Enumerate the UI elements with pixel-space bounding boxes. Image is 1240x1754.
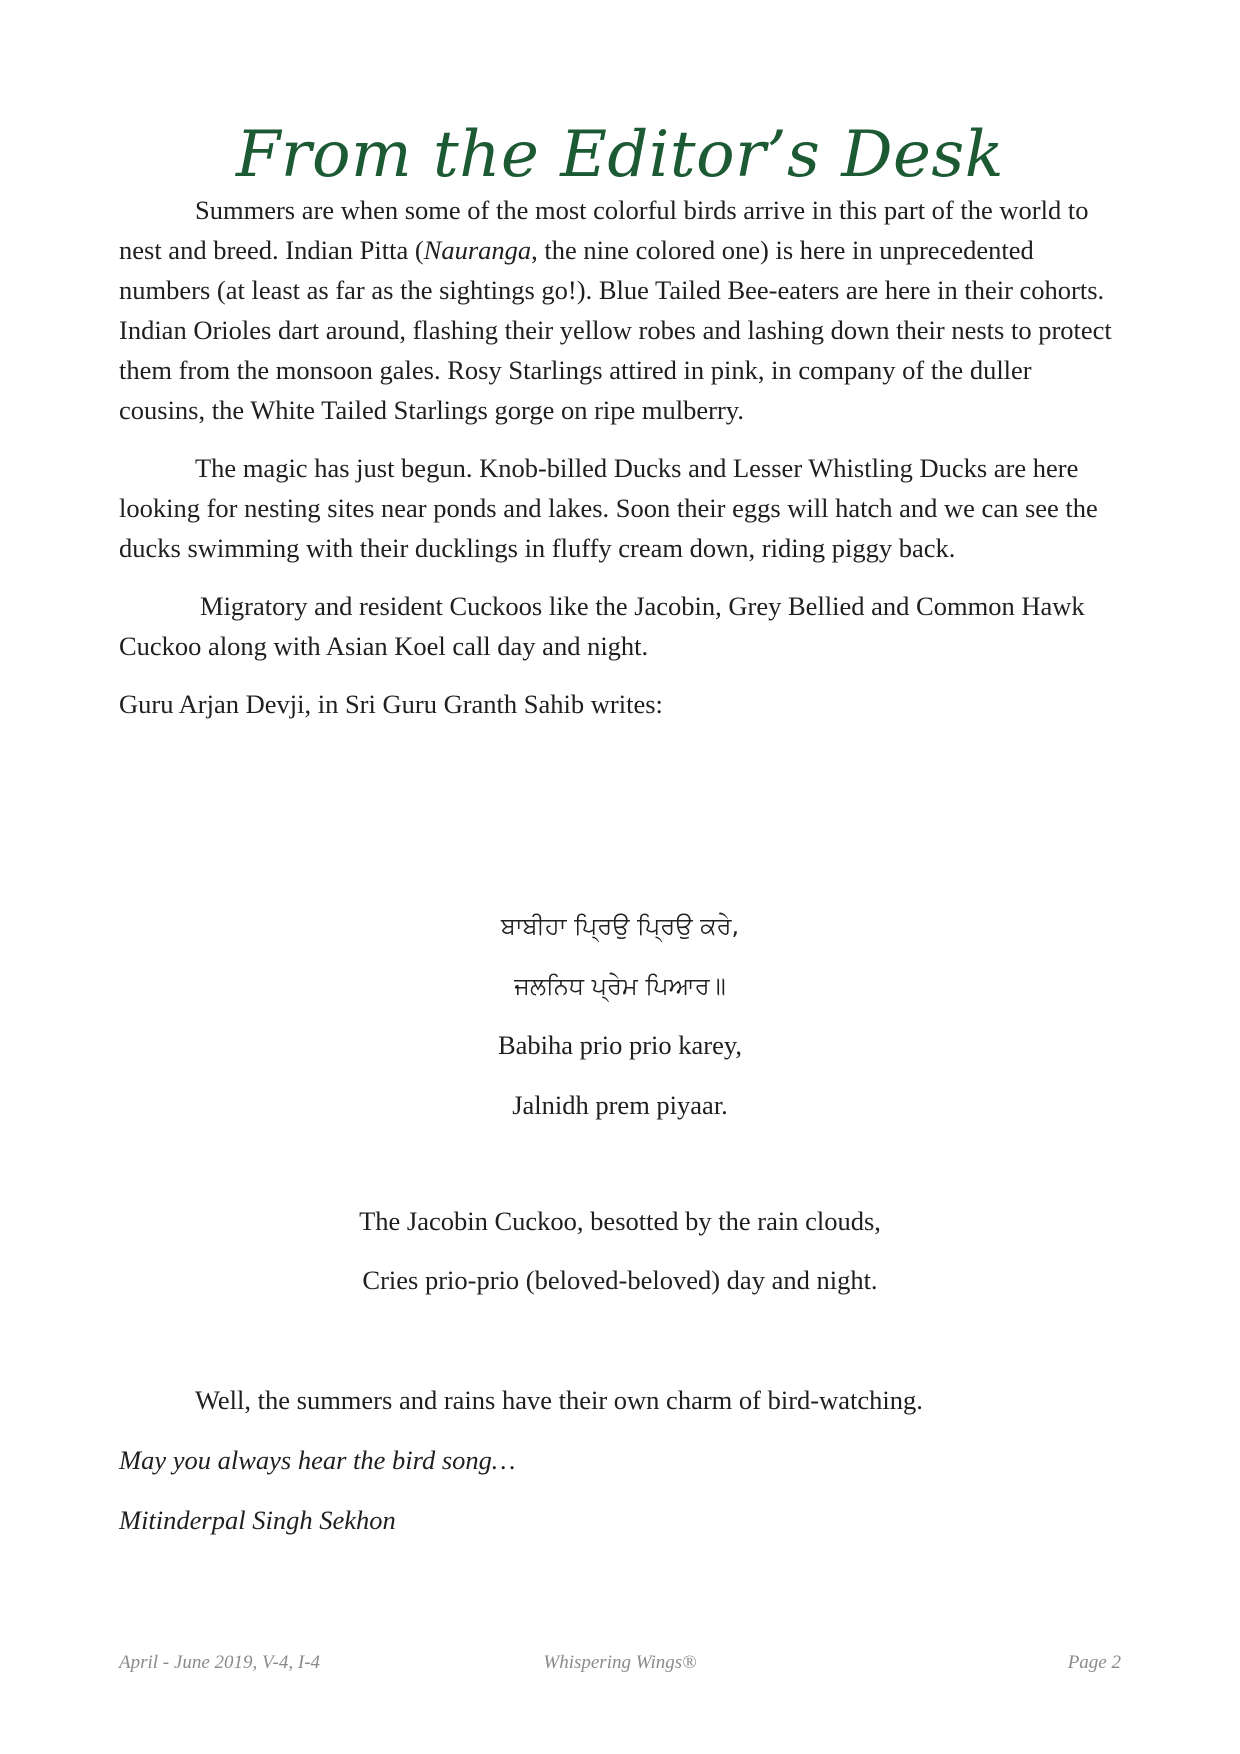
footer-issue: April - June 2019, V-4, I-4 <box>119 1652 321 1673</box>
translation-line-2: Cries prio-prio (beloved-beloved) day and night. <box>362 1265 878 1295</box>
footer-publication: Whispering Wings® <box>543 1652 697 1673</box>
closing-section <box>119 1380 1119 1558</box>
paragraph-1 <box>119 190 1119 430</box>
paragraph-1-text-b: , the nine colored one) is here in unprecedented numbers (at least as far as the sightings go!). Blue Tailed Bee-eaters are here in their cohorts. Indian Orioles dart around, flashing their yellow robes and lashing down their nests to protect them from the monsoon gales. Rosy Starlings attired in pink, in company of the duller cousins, the White Tailed Starlings gorge on ripe mulberry. <box>119 235 1112 425</box>
verse-gurmukhi-line-2: ਜਲਨਿਧ ਪ੍ਰੇਮ ਪਿਆਰ॥ <box>514 972 726 1000</box>
page-title: From the Editor’s Desk <box>235 118 1005 192</box>
signature: Mitinderpal Singh Sekhon <box>119 1505 396 1535</box>
translation-line-1: The Jacobin Cuckoo, besotted by the rain clouds, <box>359 1206 881 1236</box>
paragraph-1-text-a: Summers are when some of the most colorful birds arrive in this part of the world to nest and breed. Indian Pitta ( <box>119 195 1089 265</box>
verse-gurmukhi-line-1: ਬਾਬੀਹਾ ਪ੍ਰਿਉ ਪ੍ਰਿਉ ਕਰੇ, <box>500 912 740 940</box>
paragraph-4: Guru Arjan Devji, in Sri Guru Granth Sahib writes: <box>119 689 663 719</box>
closing-wish: May you always hear the bird song… <box>119 1445 516 1475</box>
closing-paragraph: Well, the summers and rains have their own charm of bird-watching. <box>195 1385 923 1415</box>
footer-page-number: Page 2 <box>1067 1652 1121 1673</box>
paragraph-3: Migratory and resident Cuckoos like the Jacobin, Grey Bellied and Common Hawk Cuckoo along with Asian Koel call day and night. <box>119 591 1085 661</box>
paragraph-1-italic: Nauranga <box>423 235 532 265</box>
verse-roman-line-1: Babiha prio prio karey, <box>497 1030 743 1060</box>
verse-roman-line-2: Jalnidh prem piyaar. <box>512 1090 728 1120</box>
paragraph-2: The magic has just begun. Knob-billed Ducks and Lesser Whistling Ducks are here looking for nesting sites near ponds and lakes. Soon their eggs will hatch and we can see the ducks swimming with their ducklings in fluffy cream down, riding piggy back. <box>119 453 1098 563</box>
editorial-body <box>119 190 1119 742</box>
